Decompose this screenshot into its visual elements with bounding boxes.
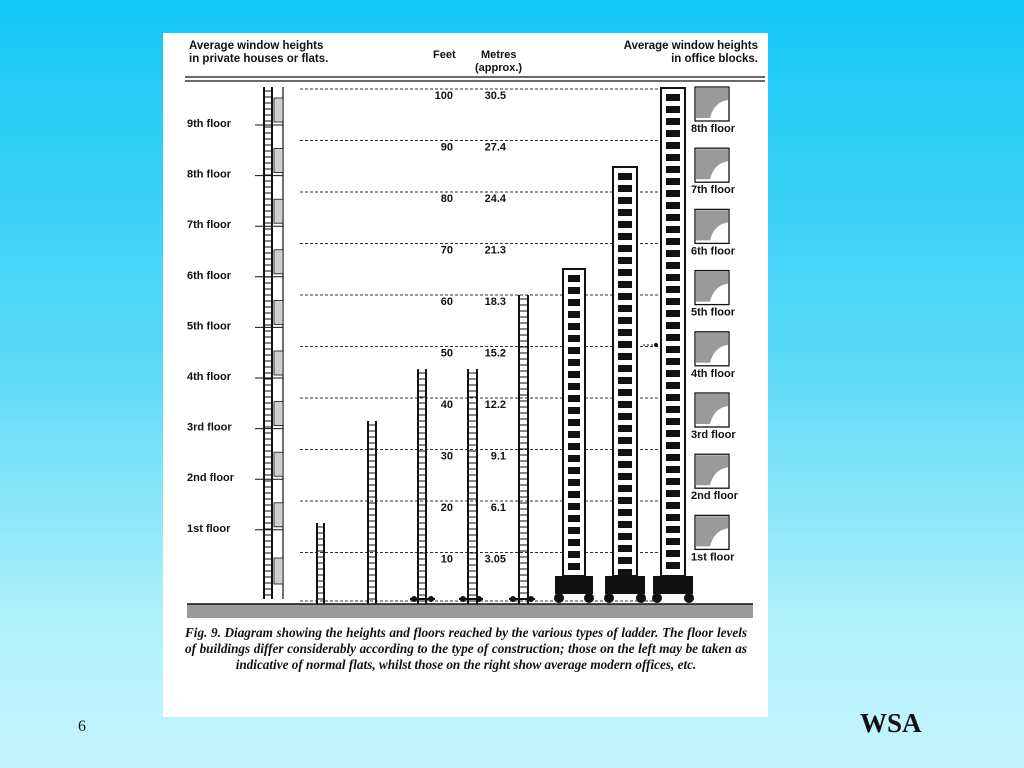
turntable-ladder-medium-section — [568, 419, 580, 426]
turntable-ladder-medium-section — [568, 455, 580, 462]
scale-feet-label: 20 — [440, 502, 453, 514]
house-floor-label: 6th floor — [187, 269, 231, 282]
ladder-wheel — [428, 596, 434, 602]
office-floor-label: 7th floor — [691, 184, 735, 197]
turntable-ladder-tall-section — [618, 269, 632, 276]
scale-feet-label: 80 — [440, 193, 453, 205]
turntable-ladder-tall-section — [618, 389, 632, 396]
metres-column-header: Metres — [481, 49, 517, 61]
metres-approx-label: (approx.) — [475, 62, 523, 74]
scale-feet-label: 60 — [440, 296, 453, 308]
office-floor-label: 1st floor — [691, 551, 735, 564]
ladder-wheel — [411, 596, 417, 602]
scale-feet-label: 10 — [440, 553, 453, 566]
turntable-ladder-tallest-section — [666, 262, 680, 269]
turntable-ladder-medium-wheel — [584, 593, 594, 603]
turntable-ladder-medium-section — [568, 431, 580, 438]
turntable-ladder-tall-section — [618, 461, 632, 468]
turntable-ladder-tall-section — [618, 173, 632, 180]
house-floor-label: 8th floor — [187, 168, 231, 181]
scale-metres-label: 3.05 — [484, 553, 506, 566]
turntable-ladder-tall-wheel — [636, 593, 646, 603]
turntable-ladder-tall-section — [618, 329, 632, 336]
turntable-ladder-tallest-section — [666, 526, 680, 533]
house-floor-label: 4th floor — [187, 371, 231, 383]
turntable-ladder-medium-section — [568, 563, 580, 570]
turntable-ladder-medium-wheel — [554, 593, 564, 603]
turntable-ladder-medium-section — [568, 503, 580, 510]
scale-metres-label: 12.2 — [484, 399, 506, 411]
turntable-ladder-medium-section — [568, 527, 580, 534]
turntable-ladder-tall-section — [618, 413, 632, 420]
turntable-ladder-tallest-section — [666, 214, 680, 221]
header-left-line2: in private houses or flats. — [189, 53, 329, 65]
turntable-ladder-medium-section — [568, 479, 580, 486]
turntable-ladder-tall-section — [618, 209, 632, 216]
house-window — [274, 250, 283, 274]
office-pointer-dot — [654, 343, 658, 347]
turntable-ladder-medium-section — [568, 311, 580, 318]
turntable-ladder-tall-section — [618, 245, 632, 252]
house-window — [274, 98, 283, 122]
turntable-ladder-tall-section — [618, 365, 632, 372]
office-floor-label: 6th floor — [691, 245, 735, 258]
scale-feet-label: 30 — [440, 450, 453, 463]
turntable-ladder-tall-section — [618, 233, 632, 240]
turntable-ladder-medium-section — [568, 359, 580, 366]
turntable-ladder-tall-section — [618, 353, 632, 360]
header-right-line2: in office blocks. — [671, 53, 758, 65]
turntable-ladder-tall-section — [618, 377, 632, 384]
turntable-ladder-tallest-section — [666, 130, 680, 137]
house-window — [274, 300, 283, 324]
turntable-ladder-tallest-section — [666, 250, 680, 257]
ladder-wheel — [476, 596, 482, 602]
turntable-ladder-tallest-section — [666, 334, 680, 341]
turntable-ladder-medium-section — [568, 275, 580, 282]
turntable-ladder-tallest-section — [666, 106, 680, 113]
turntable-ladder-tall-section — [618, 317, 632, 324]
ladder-heights-figure — [163, 33, 768, 717]
wsa-logo: WSA — [860, 708, 922, 738]
header-right-line1: Average window heights — [623, 40, 758, 52]
house-window — [274, 503, 283, 527]
house-floor-label: 5th floor — [187, 320, 231, 333]
turntable-ladder-tallest-section — [666, 322, 680, 329]
turntable-ladder-tallest-section — [666, 286, 680, 293]
turntable-ladder-tall-section — [618, 197, 632, 204]
turntable-ladder-tallest-section — [666, 202, 680, 209]
house-window — [274, 149, 283, 173]
house-window — [274, 351, 283, 375]
house-floor-label: 9th floor — [187, 118, 231, 130]
ladder-wheel — [460, 596, 466, 602]
turntable-ladder-tallest-section — [666, 418, 680, 425]
turntable-ladder-tallest-section — [666, 190, 680, 197]
turntable-ladder-medium-turntable — [555, 576, 593, 594]
turntable-ladder-tall-section — [618, 425, 632, 432]
turntable-ladder-tallest-wheel — [684, 593, 694, 603]
office-floor-label: 4th floor — [691, 367, 735, 380]
turntable-ladder-tall-section — [618, 341, 632, 348]
turntable-ladder-tallest-section — [666, 154, 680, 161]
figure-caption: Fig. 9. Diagram showing the heights and floors reached by the various types of ladder. The floor levels of buildings differ considerably according to the type of construction; those on the left may be taken as indicative of normal flats, whilst those on the right show average modern offices, etc. — [185, 625, 747, 673]
scale-metres-label: 21.3 — [484, 244, 506, 257]
turntable-ladder-tallest-section — [666, 490, 680, 497]
house-floor-label: 2nd floor — [187, 472, 235, 485]
turntable-ladder-tallest-section — [666, 346, 680, 353]
turntable-ladder-medium-section — [568, 371, 580, 378]
turntable-ladder-tall-section — [618, 257, 632, 264]
turntable-ladder-tallest-turntable — [653, 576, 693, 594]
turntable-ladder-tall-section — [618, 569, 632, 576]
turntable-ladder-tallest-section — [666, 550, 680, 557]
turntable-ladder-tallest-section — [666, 538, 680, 545]
turntable-ladder-tall-turntable — [605, 576, 645, 594]
scale-metres-label: 24.4 — [484, 193, 506, 205]
ground-band — [187, 604, 753, 618]
turntable-ladder-tall-section — [618, 473, 632, 480]
turntable-ladder-medium-section — [568, 383, 580, 390]
ladder-wheel — [510, 596, 516, 602]
scale-metres-label: 27.4 — [484, 141, 506, 154]
turntable-ladder-tall-section — [618, 497, 632, 504]
turntable-ladder-tallest-section — [666, 454, 680, 461]
turntable-ladder-medium-section — [568, 539, 580, 546]
scale-metres-label: 30.5 — [484, 90, 506, 102]
turntable-ladder-tallest-section — [666, 382, 680, 389]
turntable-ladder-tall-wheel — [604, 593, 614, 603]
turntable-ladder-tall-section — [618, 545, 632, 552]
scale-feet-label: 100 — [434, 90, 453, 102]
turntable-ladder-tallest-section — [666, 238, 680, 245]
turntable-ladder-tallest-section — [666, 274, 680, 281]
turntable-ladder-tall-section — [618, 509, 632, 516]
turntable-ladder-tall-section — [618, 185, 632, 192]
turntable-ladder-medium-section — [568, 515, 580, 522]
turntable-ladder-tall-section — [618, 449, 632, 456]
turntable-ladder-tallest-section — [666, 430, 680, 437]
office-floor-label: 8th floor — [691, 123, 735, 135]
scale-metres-label: 9.1 — [490, 450, 506, 463]
turntable-ladder-medium-section — [568, 299, 580, 306]
turntable-ladder-tallest-section — [666, 394, 680, 401]
turntable-ladder-medium-section — [568, 467, 580, 474]
turntable-ladder-medium-section — [568, 323, 580, 330]
scale-metres-label: 18.3 — [484, 296, 506, 308]
turntable-ladder-medium-section — [568, 443, 580, 450]
house-window — [274, 452, 283, 476]
diagram-drawing — [187, 87, 753, 618]
office-floor-label: 3rd floor — [691, 429, 736, 441]
turntable-ladder-tall-section — [618, 557, 632, 564]
house-window — [274, 402, 283, 426]
office-floor-label: 5th floor — [691, 306, 735, 319]
scale-feet-label: 70 — [440, 244, 453, 257]
house-window — [274, 199, 283, 223]
turntable-ladder-tallest-wheel — [652, 593, 662, 603]
turntable-ladder-tallest-section — [666, 478, 680, 485]
turntable-ladder-tallest-section — [666, 166, 680, 173]
turntable-ladder-tallest-section — [666, 298, 680, 305]
header-left-line1: Average window heights — [189, 40, 324, 52]
turntable-ladder-tallest-section — [666, 514, 680, 521]
turntable-ladder-tallest-section — [666, 118, 680, 125]
ladder-heights-diagram — [163, 33, 768, 717]
turntable-ladder-tallest-section — [666, 466, 680, 473]
scale-metres-label: 15.2 — [484, 347, 506, 360]
scale-feet-label: 50 — [440, 347, 453, 360]
turntable-ladder-tallest-section — [666, 502, 680, 509]
turntable-ladder-medium-section — [568, 551, 580, 558]
ladder-wheel — [528, 596, 534, 602]
scale-metres-label: 6.1 — [490, 502, 506, 514]
turntable-ladder-tallest-section — [666, 226, 680, 233]
house-floor-label: 7th floor — [187, 219, 231, 232]
turntable-ladder-tallest-section — [666, 178, 680, 185]
turntable-ladder-tallest-section — [666, 442, 680, 449]
turntable-ladder-medium-section — [568, 347, 580, 354]
turntable-ladder-tallest-section — [666, 358, 680, 365]
turntable-ladder-tall-section — [618, 293, 632, 300]
turntable-ladder-tall-section — [618, 221, 632, 228]
turntable-ladder-tall-section — [618, 533, 632, 540]
house-floor-label: 3rd floor — [187, 421, 232, 434]
turntable-ladder-medium-section — [568, 491, 580, 498]
turntable-ladder-tall-section — [618, 437, 632, 444]
turntable-ladder-tall-section — [618, 305, 632, 312]
turntable-ladder-medium-section — [568, 407, 580, 414]
turntable-ladder-tall-section — [618, 401, 632, 408]
turntable-ladder-tall-section — [618, 281, 632, 288]
feet-column-header: Feet — [433, 49, 456, 61]
turntable-ladder-medium-section — [568, 287, 580, 294]
office-floor-label: 2nd floor — [691, 490, 739, 503]
slide-number: 6 — [78, 718, 86, 735]
turntable-ladder-medium-section — [568, 395, 580, 402]
turntable-ladder-tallest-section — [666, 370, 680, 377]
turntable-ladder-tall-section — [618, 521, 632, 528]
scale-feet-label: 40 — [440, 399, 453, 411]
scale-feet-label: 90 — [440, 141, 453, 154]
house-floor-label: 1st floor — [187, 522, 231, 535]
turntable-ladder-tall-section — [618, 485, 632, 492]
turntable-ladder-medium-section — [568, 335, 580, 342]
house-window — [274, 558, 283, 584]
turntable-ladder-tallest-section — [666, 94, 680, 101]
turntable-ladder-tallest-section — [666, 310, 680, 317]
turntable-ladder-tallest-section — [666, 562, 680, 569]
turntable-ladder-tallest-section — [666, 142, 680, 149]
turntable-ladder-tallest-section — [666, 406, 680, 413]
